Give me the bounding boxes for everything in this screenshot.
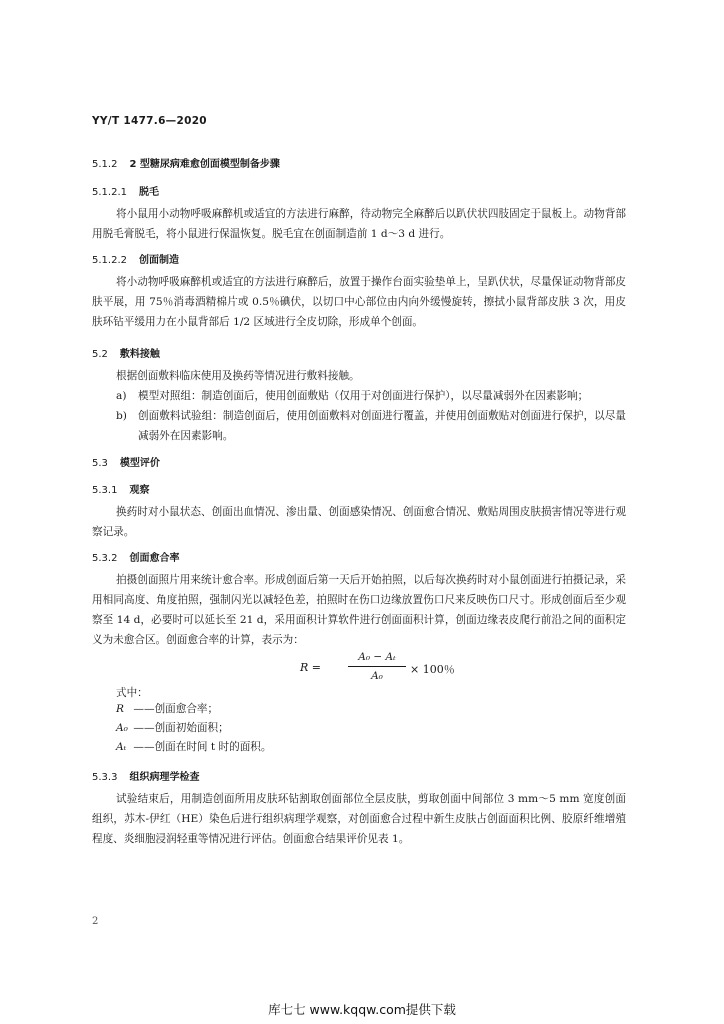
heading-5-3 xyxy=(92,454,160,469)
definition-var: R xyxy=(116,703,124,715)
definition-var: Aₜ xyxy=(116,741,127,753)
paragraph-hair-removal: 将小鼠用小动物呼吸麻醉机或适宜的方法进行麻醉，待动物完全麻醉后以趴伏状四肢固定于鼠板上。动物背部用脱毛膏脱毛，将小鼠进行保温恢复。脱毛宜在创面制造前 1 d～3 d 进行。 xyxy=(92,208,626,240)
heading-5-3-2 xyxy=(92,549,179,564)
formula-lhs: R = xyxy=(300,661,321,674)
formula-numerator: A₀ − Aₜ xyxy=(358,651,396,663)
section-number: 5.3.2 xyxy=(92,553,118,564)
standard-code: YY/T 1477.6—2020 xyxy=(92,115,207,127)
definition-item xyxy=(116,738,272,757)
definitions-list xyxy=(116,700,272,757)
section-number: 5.1.2 xyxy=(92,159,118,170)
paragraph-wound-creation: 将小动物呼吸麻醉机或适宜的方法进行麻醉后，放置于操作台面实验垫单上，呈趴伏状，尽量保证动物背部皮肤平展，用 75％消毒酒精棉片或 0.5％碘伏，以切口中心部位由内向外缓慢旋转，擦拭小鼠背部皮肤 3 次，用皮肤环钻平缓用力在小鼠背部后 1/2 区域进行全皮切除，形成单个创面。 xyxy=(92,276,626,328)
where-label: 式中： xyxy=(116,687,148,699)
section-number: 5.3.1 xyxy=(92,485,118,496)
paragraph-healing-rate: 拍摄创面照片用来统计愈合率。形成创面后第一天后开始拍照，以后每次换药时对小鼠创面进行拍摄记录，采用相同高度、角度拍照，强制闪光以减轻色差，拍照时在伤口边缘放置伤口尺来反映伤口尺寸。形成创面后至少观察至 14 d，必要时可以延长至 21 d，采用面积计算软件进行创面面积计算，创面边缘表皮爬行前沿之间的面积定义为未愈合区。创面愈合率的计算，表示为： xyxy=(92,574,626,646)
section-title: 创面愈合率 xyxy=(129,553,180,564)
section-title: 脱毛 xyxy=(139,187,159,198)
heading-5-1-2 xyxy=(92,155,280,170)
section-title: 创面制造 xyxy=(139,255,179,266)
definition-item xyxy=(116,700,272,719)
section-number: 5.1.2.2 xyxy=(92,255,127,266)
formula-rhs: × 100％ xyxy=(410,663,455,676)
definition-text: ——创面愈合率； xyxy=(133,703,219,715)
list-item xyxy=(92,406,626,446)
section-number: 5.3.3 xyxy=(92,772,118,783)
paragraph-histopathology: 试验结束后，用制造创面所用皮肤环钻割取创面部位全层皮肤，剪取创面中间部位 3 mm～5 mm 宽度创面组织，苏木-伊红（HE）染色后进行组织病理学观察，对创面愈合过程中新生皮肤占创面面积比例、胶原纤维增殖程度、炎细胞浸润轻重等情况进行评估。创面愈合结果评价见表 1。 xyxy=(92,793,626,845)
section-number: 5.3 xyxy=(92,458,108,469)
section-number: 5.1.2.1 xyxy=(92,187,127,198)
heading-5-3-3 xyxy=(92,768,199,783)
formula-denominator: A₀ xyxy=(371,670,383,682)
heading-5-2 xyxy=(92,345,160,360)
heading-5-3-1 xyxy=(92,481,149,496)
list-text: 创面敷料试验组：制造创面后，使用创面敷料对创面进行覆盖，并使用创面敷贴对创面进行保护，以尽量减弱外在因素影响。 xyxy=(138,410,626,442)
definition-item xyxy=(116,719,272,738)
list-marker: b) xyxy=(116,410,127,422)
paragraph-observation: 换药时对小鼠状态、创面出血情况、渗出量、创面感染情况、创面愈合情况、敷贴周围皮肤损害情况等进行观察记录。 xyxy=(92,506,626,538)
section-title: 敷料接触 xyxy=(119,349,160,360)
list-item xyxy=(92,386,626,406)
formula-fraction xyxy=(348,648,406,685)
paragraph-dressing-contact: 根据创面敷料临床使用及换药等情况进行敷料接触。 xyxy=(116,370,360,382)
page-number: 2 xyxy=(92,916,99,927)
section-title: 组织病理学检查 xyxy=(129,772,200,783)
section-title: 2 型糖尿病难愈创面模型制备步骤 xyxy=(129,159,280,170)
definition-var: A₀ xyxy=(116,722,128,734)
list-marker: a) xyxy=(116,390,127,402)
section-title: 模型评价 xyxy=(119,458,160,469)
section-title: 观察 xyxy=(129,485,150,496)
heading-5-1-2-1 xyxy=(92,183,159,198)
section-number: 5.2 xyxy=(92,349,108,360)
healing-rate-formula xyxy=(300,648,500,688)
heading-5-1-2-2 xyxy=(92,251,179,266)
definition-text: ——创面初始面积； xyxy=(133,722,229,734)
definition-text: ——创面在时间 t 时的面积。 xyxy=(133,741,272,753)
download-footer: 库七七 www.kqqw.com提供下载 xyxy=(268,1002,456,1017)
list-text: 模型对照组：制造创面后，使用创面敷贴（仅用于对创面进行保护），以尽量减弱外在因素影响； xyxy=(138,390,589,402)
